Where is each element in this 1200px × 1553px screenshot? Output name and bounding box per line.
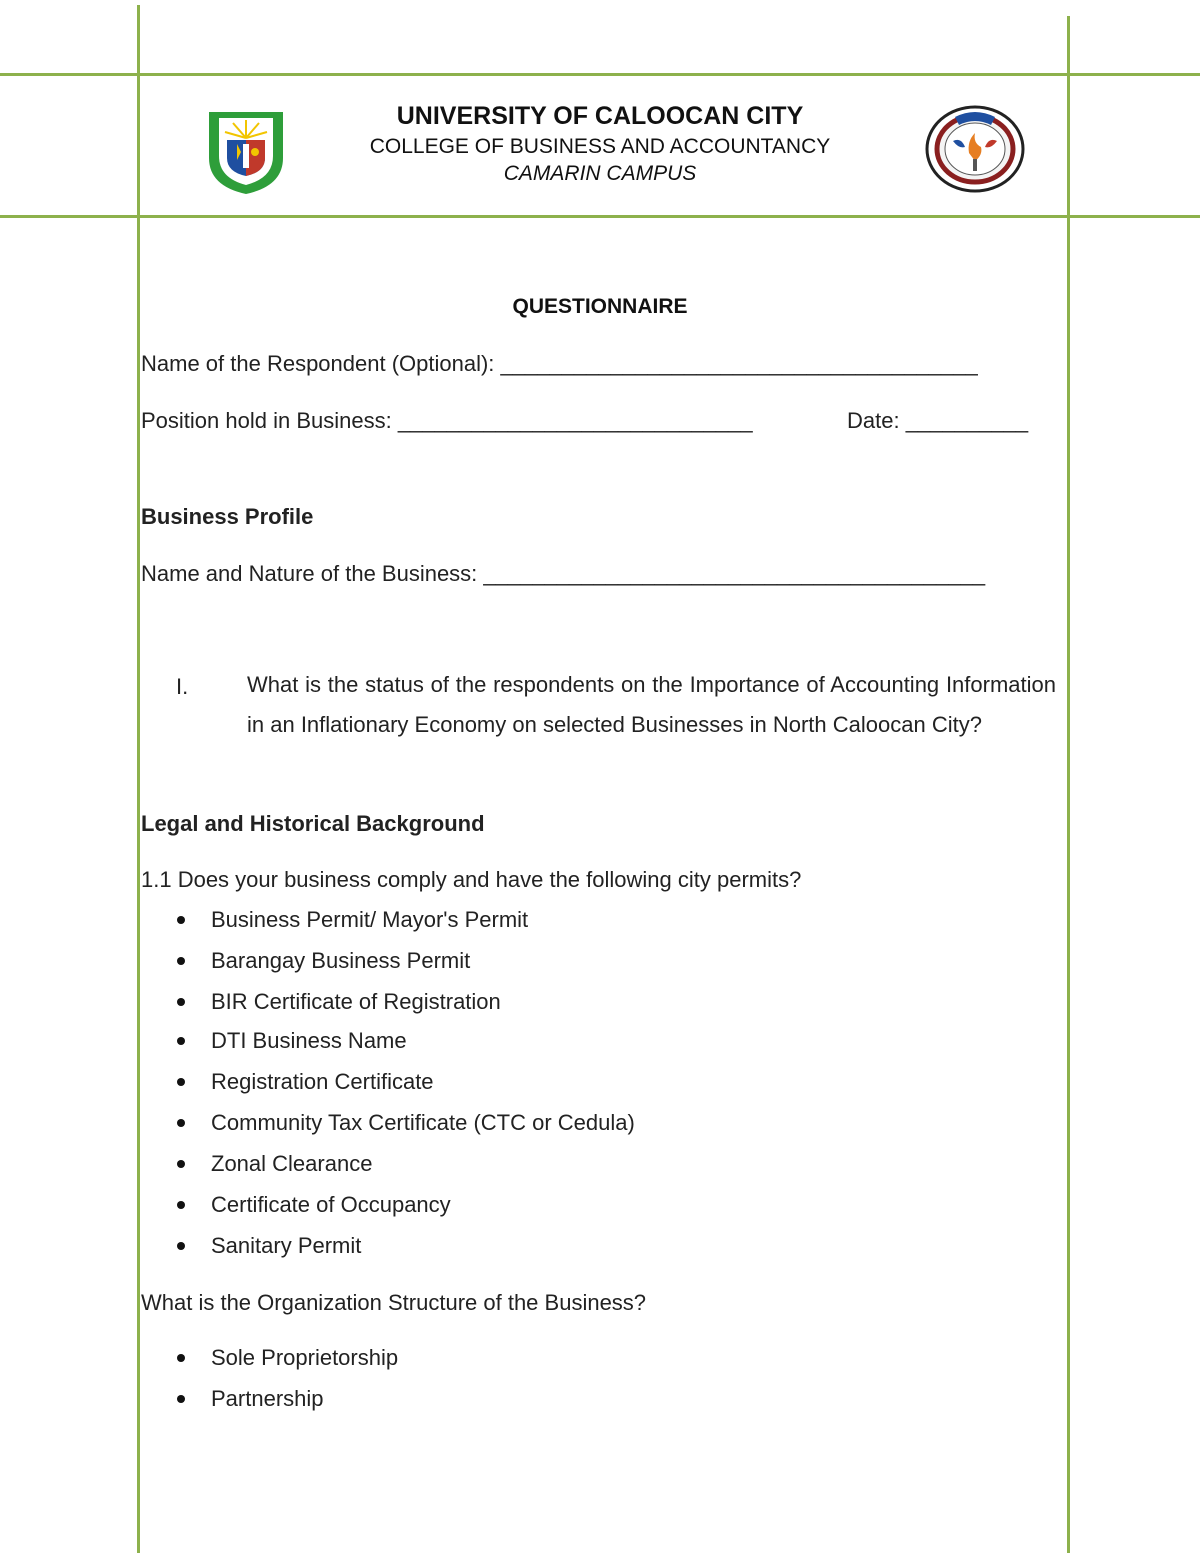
list-item-label: DTI Business Name [211, 1028, 407, 1053]
list-item-label: Registration Certificate [211, 1069, 434, 1094]
bullet-icon [177, 916, 185, 924]
list-item-label: Barangay Business Permit [211, 948, 471, 973]
campus-name: CAMARIN CAMPUS [503, 162, 697, 185]
college-name: COLLEGE OF BUSINESS AND ACCOUNTANCY [369, 135, 831, 158]
list-item-label: Community Tax Certificate (CTC or Cedula) [211, 1110, 635, 1135]
list-item-label: Zonal Clearance [211, 1151, 373, 1176]
bullet-icon [177, 1119, 185, 1127]
bullet-icon [177, 1201, 185, 1209]
org-structure-question: What is the Organization Structure of the Business? [141, 1290, 647, 1315]
header-bottom-rule [0, 215, 1200, 218]
bullet-icon [177, 957, 185, 965]
bullet-icon [177, 1037, 185, 1045]
question-text: What is the status of the respondents on the Importance of Accounting Information in an Inflationary Economy on selected Businesses in North Caloocan City? [247, 672, 1056, 737]
list-item-label: Sole Proprietorship [211, 1345, 399, 1370]
position-field[interactable]: Position hold in Business: _____________________________ [141, 408, 753, 433]
bullet-icon [177, 1160, 185, 1168]
university-name: UNIVERSITY OF CALOOCAN CITY [396, 102, 804, 130]
permits-question: 1.1 Does your business comply and have the following city permits? [141, 867, 802, 892]
bullet-icon [177, 1354, 185, 1362]
legal-background-heading: Legal and Historical Background [141, 811, 485, 836]
list-item-label: Partnership [211, 1386, 324, 1411]
left-margin-rule [137, 5, 140, 1553]
respondent-name-field[interactable]: Name of the Respondent (Optional): _______________________________________ [141, 351, 978, 376]
list-item-label: BIR Certificate of Registration [211, 989, 501, 1014]
header-top-rule [0, 73, 1200, 76]
bullet-icon [177, 998, 185, 1006]
list-item-label: Sanitary Permit [211, 1233, 362, 1258]
bullet-icon [177, 1078, 185, 1086]
question-number: I. [176, 674, 189, 699]
list-item-label: Business Permit/ Mayor's Permit [211, 907, 529, 932]
page-title: QUESTIONNAIRE [512, 295, 688, 318]
business-profile-heading: Business Profile [141, 504, 314, 529]
bullet-icon [177, 1395, 185, 1403]
date-field[interactable]: Date: __________ [847, 408, 1029, 433]
right-margin-rule [1067, 16, 1070, 1553]
business-name-field[interactable]: Name and Nature of the Business: _________________________________________ [141, 561, 986, 586]
bsais-seal-icon [925, 105, 1025, 193]
bullet-icon [177, 1242, 185, 1250]
list-item-label: Certificate of Occupancy [211, 1192, 451, 1217]
